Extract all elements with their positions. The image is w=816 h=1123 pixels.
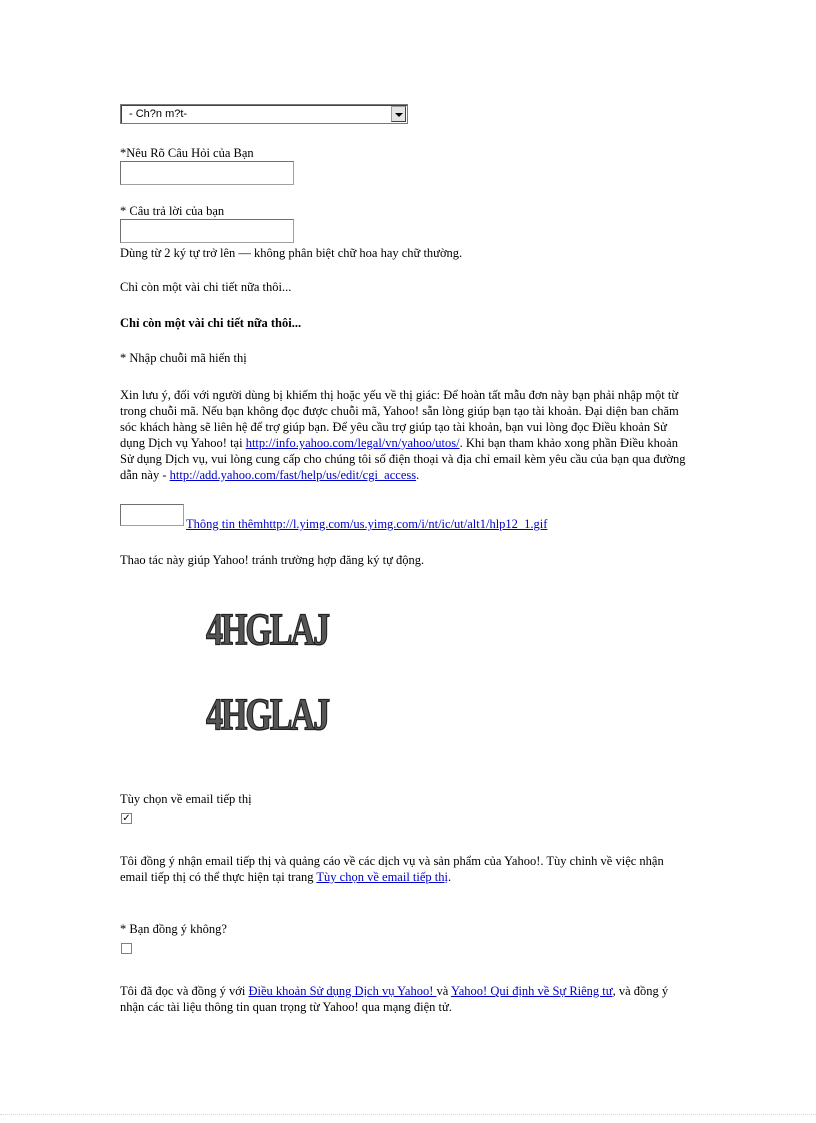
captcha-input[interactable] (120, 504, 184, 526)
accessibility-notice (120, 387, 690, 483)
tos-link[interactable]: Điều khoản Sử dụng Dịch vụ Yahoo! (248, 984, 437, 998)
privacy-link[interactable]: Yahoo! Qui định về Sự Riêng tư (450, 984, 613, 998)
agreement-text (120, 983, 690, 1015)
security-question-select[interactable] (120, 104, 408, 124)
agreement-checkbox[interactable] (121, 943, 132, 954)
accessibility-text: Xin lưu ý, đối với người dùng bị khiếm thị hoặc yếu về thị giác: Để hoàn tất mẫu đơn này bạn phải nhập một từ trong chuỗi mã. Nếu bạn không đọc được chuỗi mã, Yahoo! sẵn lòng giúp bạn tạo tài khoản. Đại diện ban chăm sóc khách hàng sẽ liên hệ để trợ giúp bạn. Để yêu cầu trợ giúp tạo tài khoản, bạn vui lòng đọc Điều khoản Sử dụng Dịch vụ Yahoo! tại (120, 388, 679, 450)
marketing-checkbox[interactable] (121, 813, 132, 824)
marketing-description: Tôi đồng ý nhận email tiếp thị và quảng cáo về các dịch vụ và sản phẩm của Yahoo!. Tùy chỉnh về việc nhận email tiếp thị có thể thực hiện tại trang (120, 854, 664, 884)
marketing-text (120, 853, 690, 885)
check-icon: ✓ (122, 813, 131, 824)
captcha-code: 4HGLAJ (206, 608, 329, 655)
tos-url-link[interactable]: http://info.yahoo.com/legal/vn/yahoo/utos/ (245, 436, 460, 450)
answer-hint: Dùng từ 2 ký tự trở lên — không phân biệt chữ hoa hay chữ thường. (120, 246, 463, 260)
chevron-down-icon[interactable] (391, 106, 406, 122)
details-heading: Chỉ còn một vài chi tiết nữa thôi... (120, 316, 302, 330)
marketing-end: . (447, 870, 452, 884)
custom-question-label: *Nêu Rõ Câu Hỏi của Bạn (120, 146, 254, 160)
agreement-text-2: và (436, 984, 451, 998)
agreement-label: * Bạn đồng ý không? (120, 922, 227, 936)
captcha-code: 4HGLAJ (206, 693, 329, 740)
custom-question-input[interactable] (120, 161, 294, 185)
captcha-label: * Nhập chuỗi mã hiển thị (120, 351, 247, 365)
details-note: Chỉ còn một vài chi tiết nữa thôi... (120, 280, 292, 294)
agreement-text-1: Tôi đã đọc và đồng ý với (120, 984, 249, 998)
answer-label: * Câu trả lời của bạn (120, 204, 225, 218)
select-value: - Ch?n m?t- (129, 108, 188, 120)
accessibility-text-2: . Khi bạn tham khảo xong phần Điều khoản Sử dụng Dịch vụ, vui lòng cung cấp cho chúng tôi số điện thoại và địa chỉ email kèm yêu cầu của bạn qua đường dẫn này - (120, 436, 686, 482)
help-url-link[interactable]: http://add.yahoo.com/fast/help/us/edit/cgi_access (169, 468, 417, 482)
captcha-image (204, 693, 334, 741)
captcha-image (204, 608, 334, 656)
answer-input[interactable] (120, 219, 294, 243)
marketing-prefs-link[interactable]: Tùy chọn về email tiếp thị (316, 870, 448, 884)
marketing-label: Tùy chọn về email tiếp thị (120, 792, 252, 806)
more-info-link[interactable]: Thông tin thêmhttp://l.yimg.com/us.yimg.com/i/nt/ic/ut/alt1/hlp12_1.gif (186, 517, 548, 531)
accessibility-end: . (416, 468, 420, 482)
page-divider (0, 1114, 816, 1115)
captcha-purpose: Thao tác này giúp Yahoo! tránh trường hợp đăng ký tự động. (120, 553, 425, 567)
agreement-text-3: , và đồng ý nhận các tài liệu thông tin quan trọng từ Yahoo! qua mạng điện tử. (120, 984, 669, 1014)
